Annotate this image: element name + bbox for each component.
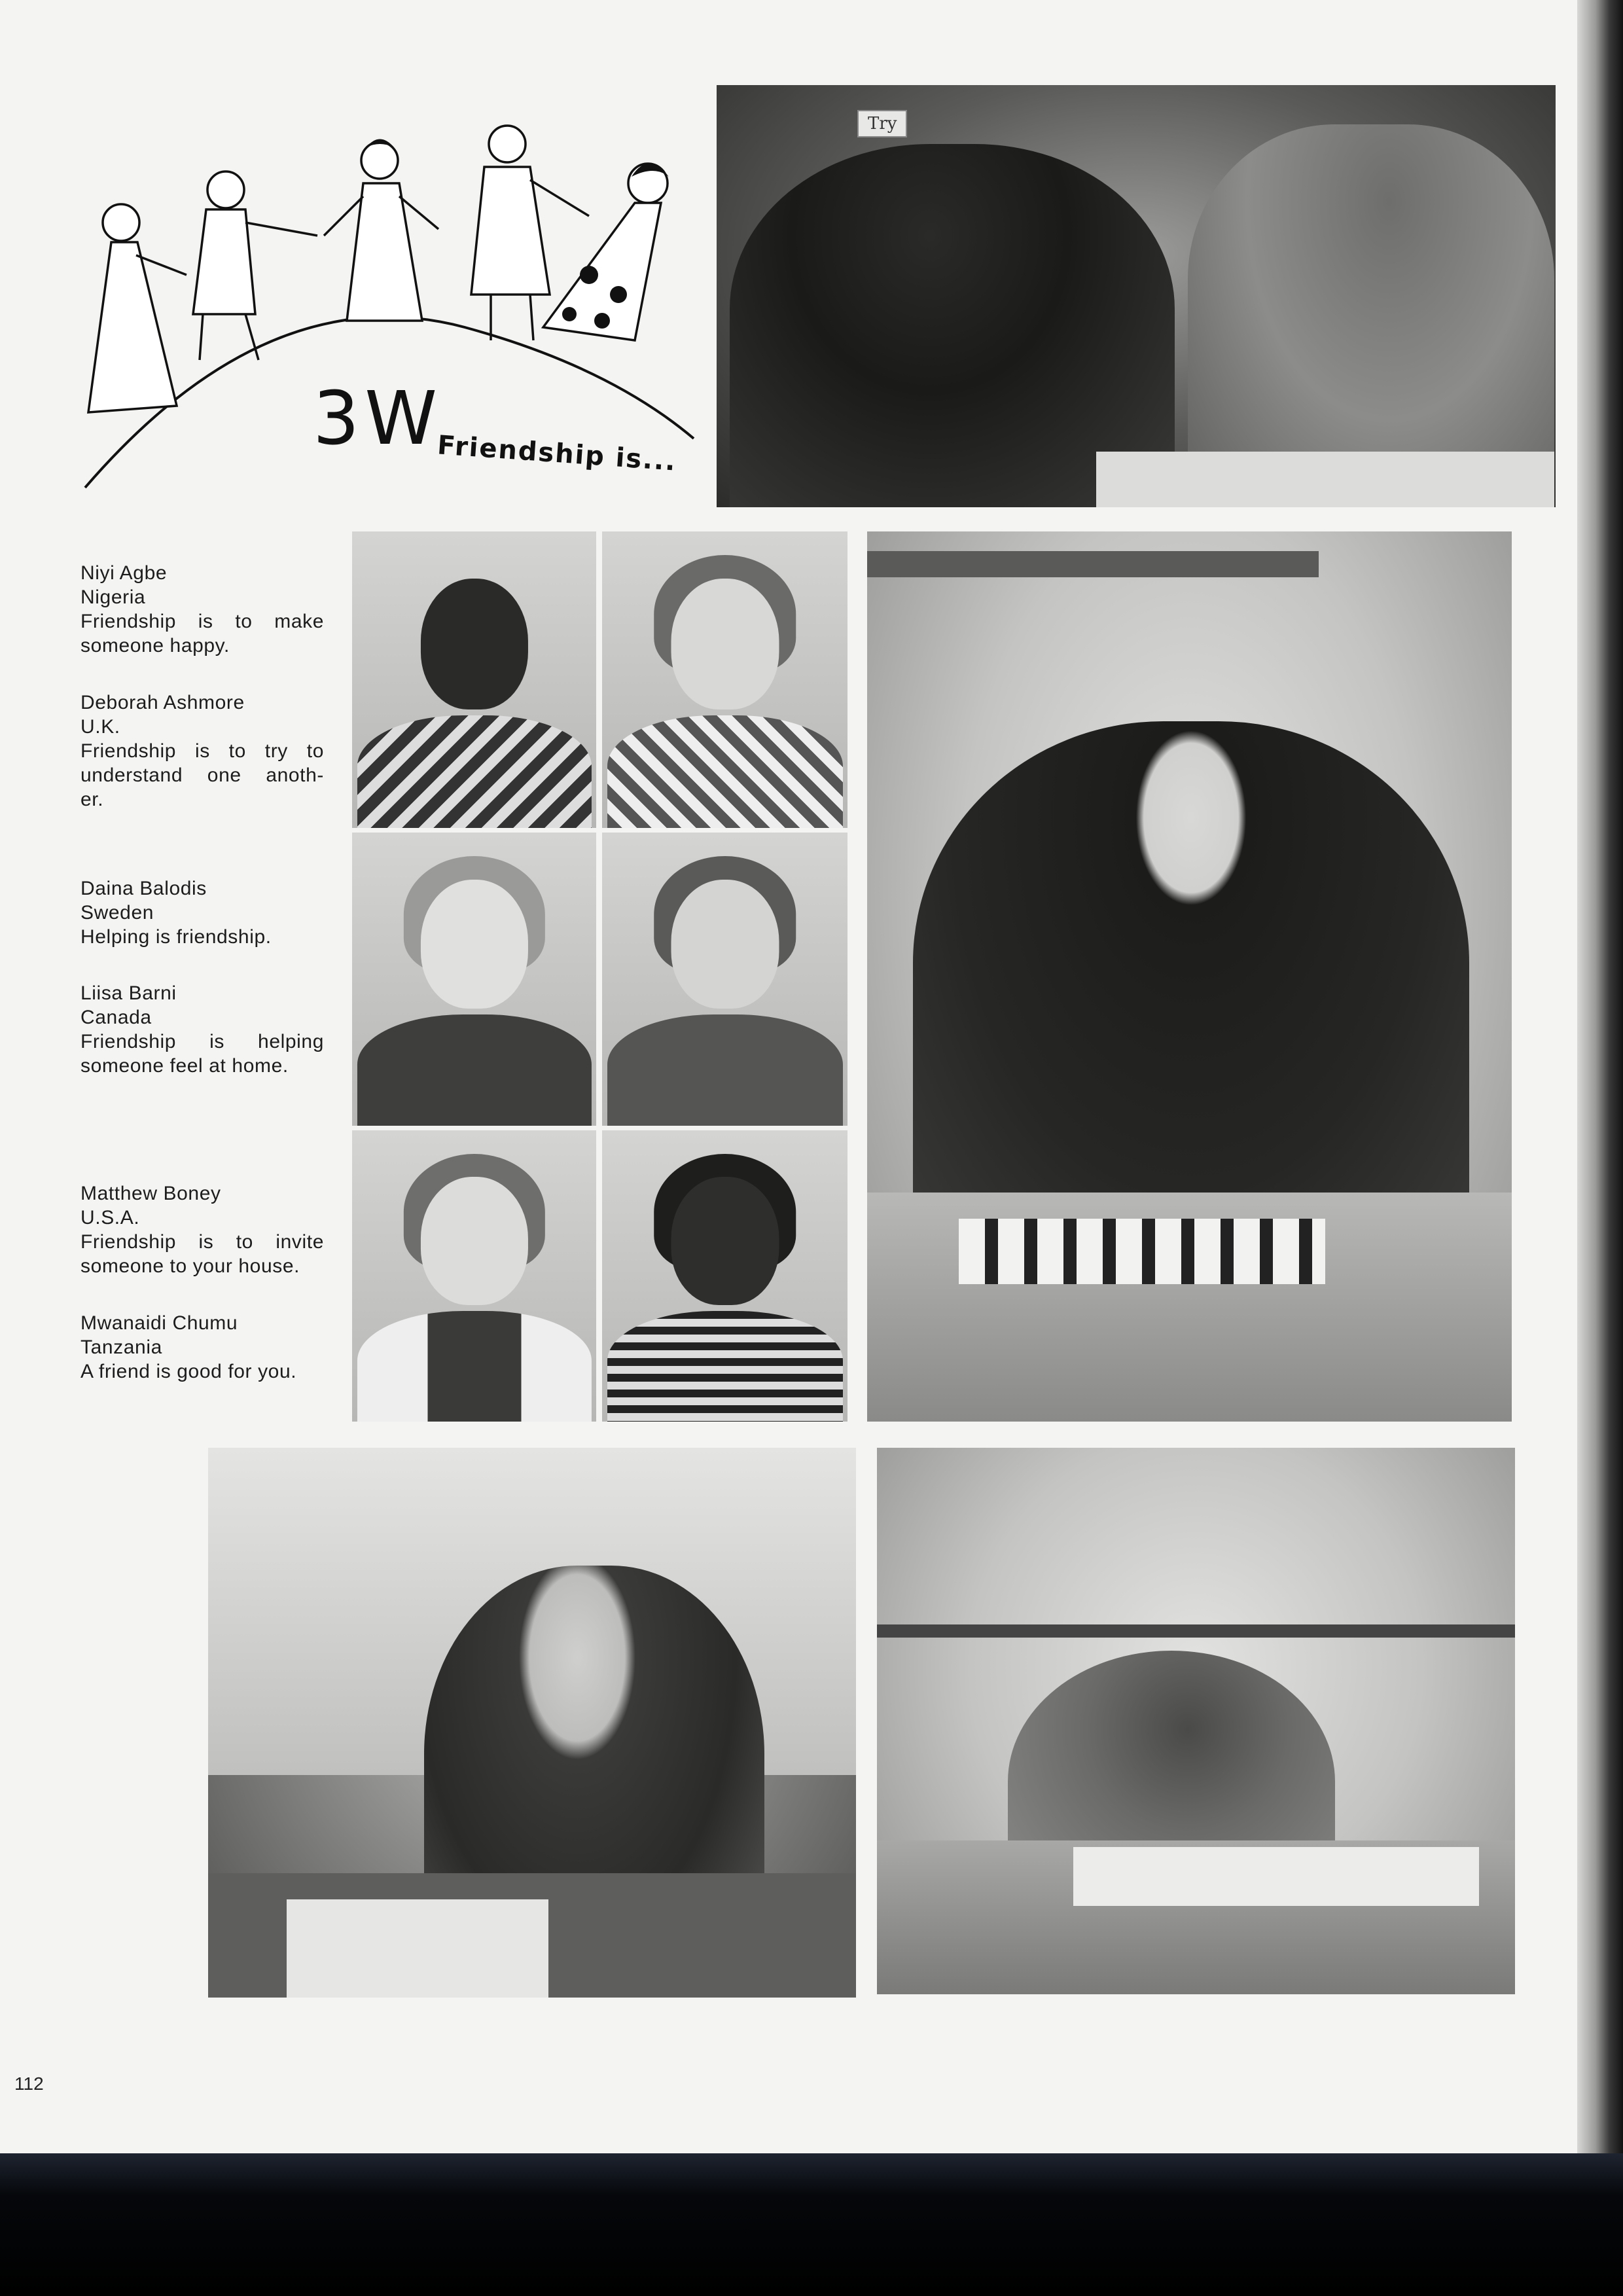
student-entry [80, 1181, 324, 1278]
classroom-photo-girl-writing [877, 1448, 1515, 1994]
student-entry [80, 691, 324, 812]
student-quote-line: understand one anoth- [80, 764, 324, 786]
student-name: Mwanaidi Chumu [80, 1312, 238, 1334]
class-name-title: 3W [313, 376, 442, 461]
student-name: Niyi Agbe [80, 562, 168, 584]
portrait-matthew-boney [352, 1130, 596, 1422]
student-quote-line: someone feel at home. [80, 1055, 289, 1077]
classroom-photo-top [717, 85, 1556, 507]
student-country: Sweden [80, 902, 154, 924]
page-number: 112 [14, 2073, 44, 2094]
classroom-sign: Try [857, 110, 907, 137]
paper [287, 1899, 548, 1998]
classroom-photo-boy-writing [208, 1448, 856, 1998]
coat-hooks [877, 1624, 1515, 1638]
page-edge [1577, 0, 1623, 2160]
student-quote-line: someone to your house. [80, 1255, 300, 1277]
student-country: Tanzania [80, 1336, 162, 1358]
student-country: U.K. [80, 716, 120, 738]
classroom-photo-girl-at-desk [867, 531, 1512, 1422]
student-name: Liisa Barni [80, 982, 177, 1004]
scan-background [0, 2153, 1623, 2296]
worksheet [959, 1219, 1325, 1284]
portrait-niyi-agbe [352, 531, 596, 828]
student-name: Matthew Boney [80, 1183, 221, 1204]
student-figure-right [1188, 124, 1554, 507]
student-country: U.S.A. [80, 1207, 140, 1229]
student-quote-line: someone happy. [80, 635, 230, 656]
shelf [867, 551, 1319, 577]
student-quote-line: Friendship is helping [80, 1031, 324, 1052]
student-quote-line: A friend is good for you. [80, 1361, 297, 1382]
portrait-daina-balodis [352, 833, 596, 1126]
portrait-liisa-barni [602, 833, 847, 1126]
student-name: Daina Balodis [80, 878, 207, 899]
student-quote-line: Friendship is to make [80, 611, 324, 632]
student-entry [80, 561, 324, 658]
student-quote-line: Friendship is to invite [80, 1231, 324, 1253]
theme-caption: Friendship is... [436, 430, 678, 477]
desk-paper [1096, 452, 1554, 507]
student-entry [80, 876, 272, 949]
portrait-deborah-ashmore [602, 531, 847, 828]
student-name: Deborah Ashmore [80, 692, 245, 713]
student-entry [80, 1311, 296, 1384]
girl-figure [913, 721, 1469, 1258]
student-country: Nigeria [80, 586, 146, 608]
open-book [1073, 1847, 1479, 1906]
student-entry [80, 981, 324, 1078]
student-quote-line: er. [80, 789, 104, 810]
student-country: Canada [80, 1007, 152, 1028]
student-quote-line: Friendship is to try to [80, 740, 324, 762]
portrait-mwanaidi-chumu [602, 1130, 847, 1422]
student-quote-line: Helping is friendship. [80, 926, 272, 948]
